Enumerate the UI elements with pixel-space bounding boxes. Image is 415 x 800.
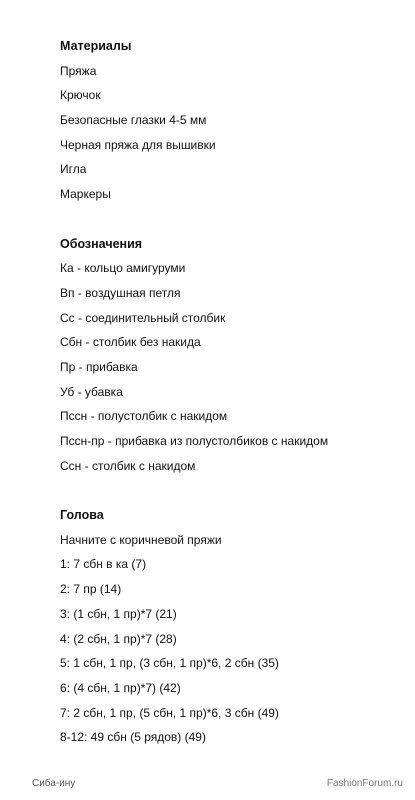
document-body — [60, 37, 405, 753]
legend-item: Пссн - полустолбик с накидом — [60, 409, 228, 424]
head-row: 8-12: 49 сбн (5 рядов) (49) — [60, 730, 206, 745]
head-section — [60, 506, 405, 753]
footer-title: Сиба-ину — [32, 778, 76, 789]
head-row: 5: 1 сбн, 1 пр, (3 сбн, 1 пр)*6, 2 сбн (35) — [60, 656, 279, 671]
head-row: 1: 7 сбн в ка (7) — [60, 557, 147, 572]
legend-item: Вп - воздушная петля — [60, 285, 181, 300]
head-row: 7: 2 сбн, 1 пр, (5 сбн, 1 пр)*6, 3 сбн (49) — [60, 705, 279, 720]
legend-item: Сс - соединительный столбик — [60, 310, 226, 325]
legend-section — [60, 235, 405, 482]
legend-item: Ссн - столбик с накидом — [60, 458, 196, 473]
legend-item: Пссн-пр - прибавка из полустолбиков с накидом — [60, 434, 329, 448]
materials-item: Черная пряжа для вышивки — [60, 137, 216, 152]
legend-item: Ка - кольцо амигуруми — [60, 261, 186, 276]
materials-item: Безопасные глазки 4-5 мм — [60, 113, 207, 128]
section-spacer — [60, 481, 405, 506]
footer-watermark: FashionForum.ru — [326, 778, 403, 789]
materials-section — [60, 37, 405, 210]
materials-heading: Материалы — [60, 39, 132, 53]
head-row: Начните с коричневой пряжи — [60, 532, 222, 547]
section-spacer — [60, 210, 405, 235]
materials-item: Игла — [60, 162, 87, 177]
legend-heading: Обозначения — [60, 236, 143, 251]
materials-item: Крючок — [60, 88, 101, 103]
materials-item: Пряжа — [60, 63, 97, 78]
materials-item: Маркеры — [60, 187, 111, 202]
head-row: 6: (4 сбн, 1 пр)*7) (42) — [60, 680, 181, 695]
legend-item: Сбн - столбик без накида — [60, 335, 201, 350]
legend-item: Пр - прибавка — [60, 359, 138, 374]
head-row: 2: 7 пр (14) — [60, 582, 122, 597]
head-row: 4: (2 сбн, 1 пр)*7 (28) — [60, 631, 177, 646]
legend-item: Уб - убавка — [60, 384, 123, 399]
head-heading: Голова — [60, 508, 104, 523]
head-row: 3: (1 сбн, 1 пр)*7 (21) — [60, 606, 177, 621]
